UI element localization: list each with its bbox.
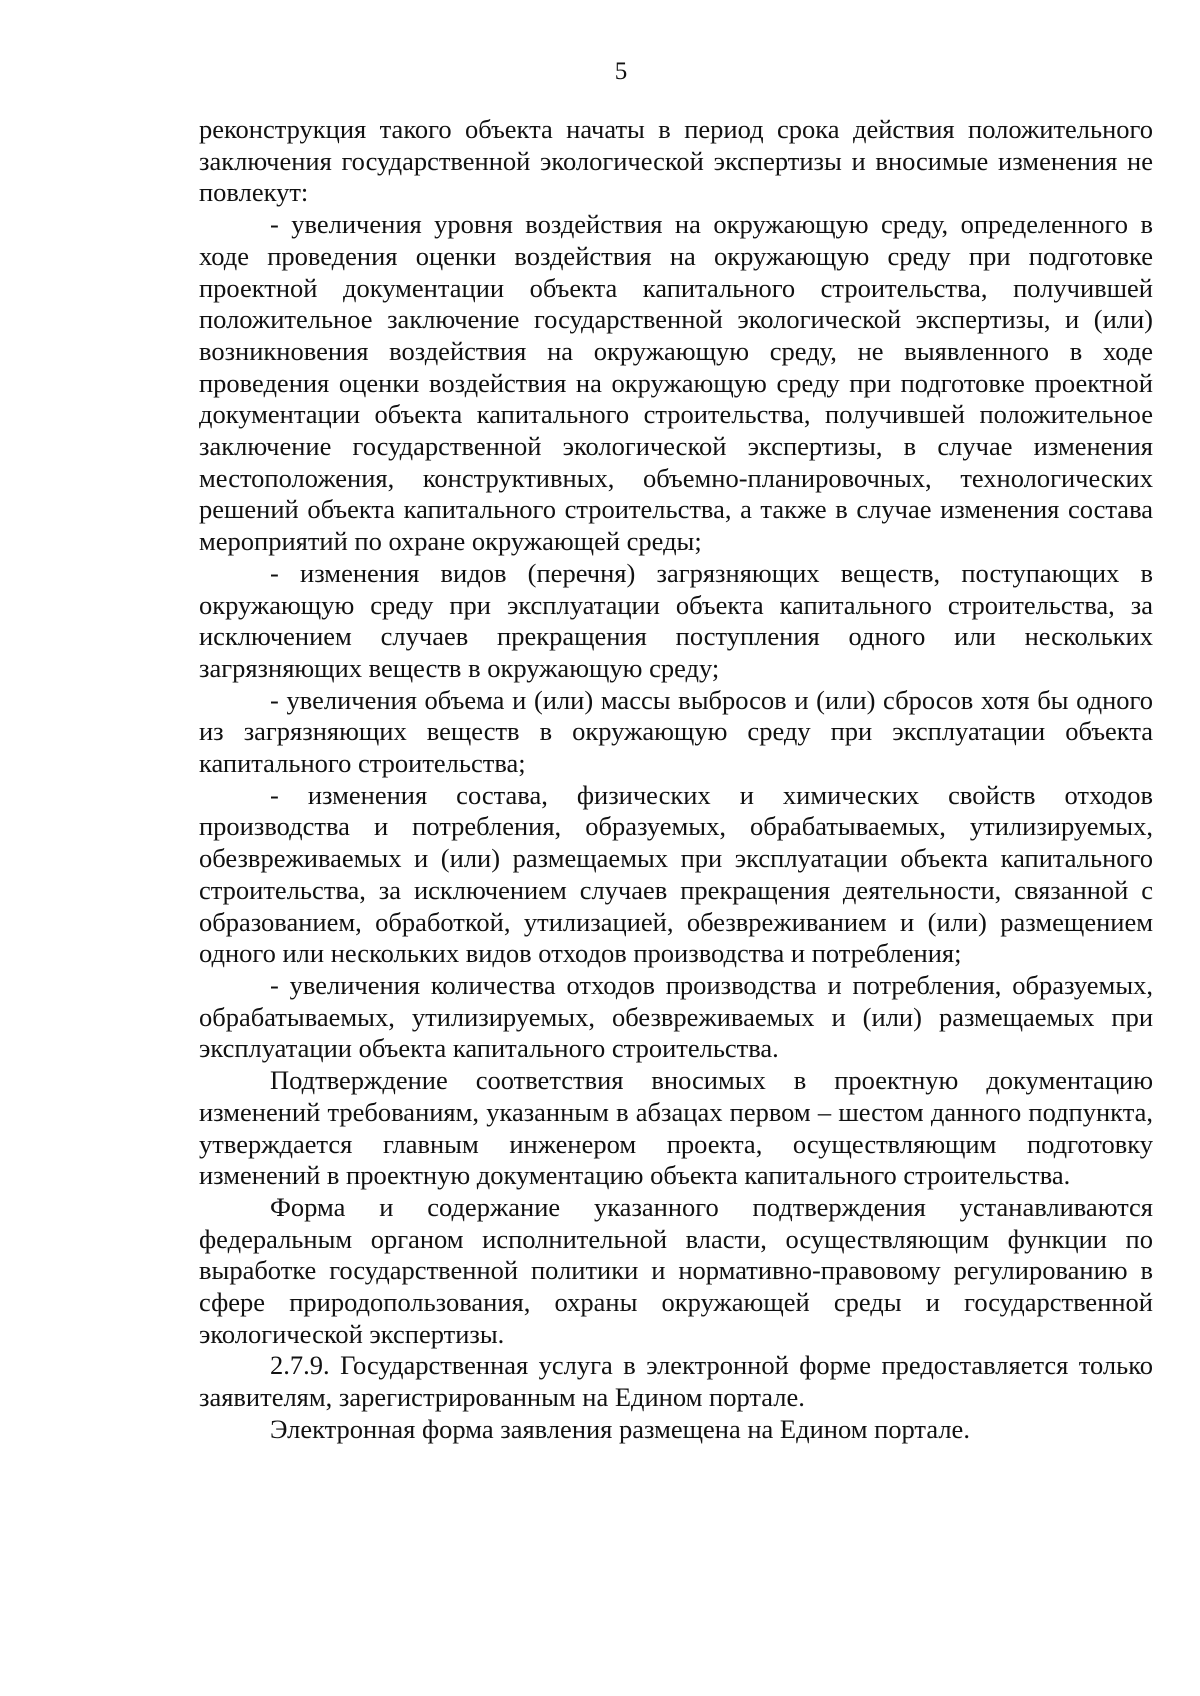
document-body bbox=[199, 114, 1153, 1446]
paragraph-confirmation-form: Форма и содержание указанного подтверждения устанавливаются федеральным органом исполнительной власти, осуществляющим функции по выработке государственной политики и нормативно-правовому регулированию в сфере природопользования, охраны окружающей среды и государственной экологической экспертизы. bbox=[199, 1191, 1153, 1349]
list-item-pollutant-types: - изменения видов (перечня) загрязняющих веществ, поступающих в окружающую среду при эксплуатации объекта капитального строительства, за исключением случаев прекращения поступления одного или нескольких загрязняющих веществ в окружающую среду; bbox=[199, 557, 1153, 683]
paragraph-electronic-form: Электронная форма заявления размещена на Едином портале. bbox=[270, 1413, 970, 1444]
paragraph-section-2-7-9: 2.7.9. Государственная услуга в электронной форме предоставляется только заявителям, зарегистрированным на Едином портале. bbox=[199, 1350, 1153, 1413]
list-item-waste-composition: - изменения состава, физических и химических свойств отходов производства и потребления, образуемых, обрабатываемых, утилизируемых, обезвреживаемых и (или) размещаемых при эксплуатации объекта капитального строительства, за исключением случаев прекращения деятельности, связанной с образованием, обработкой, утилизацией, обезвреживанием и (или) размещением одного или нескольких видов отходов производства и потребления; bbox=[199, 779, 1153, 969]
page-number: 5 bbox=[614, 58, 628, 85]
list-item-impact-increase: - увеличения уровня воздействия на окружающую среду, определенного в ходе проведения оценки воздействия на окружающую среду при подготовке проектной документации объекта капитального строительства, получившей положительное заключение государственной экологической экспертизы, и (или) возникновения воздействия на окружающую среду, не выявленного в ходе проведения оценки воздействия на окружающую среду при подготовке проектной документации объекта капитального строительства, получившей положительное заключение государственной экологической экспертизы, в случае изменения местоположения, конструктивных, объемно-планировочных, технологических решений объекта капитального строительства, а также в случае изменения состава мероприятий по охране окружающей среды; bbox=[199, 209, 1153, 557]
paragraph-confirmation: Подтверждение соответствия вносимых в проектную документацию изменений требованиям, указанным в абзацах первом – шестом данного подпункта, утверждается главным инженером проекта, осуществляющим подготовку изменений в проектную документацию объекта капитального строительства. bbox=[199, 1065, 1153, 1191]
list-item-waste-quantity: - увеличения количества отходов производства и потребления, образуемых, обрабатываемых, утилизируемых, обезвреживаемых и (или) размещаемых при эксплуатации объекта капитального строительства. bbox=[199, 969, 1153, 1064]
list-item-emissions-volume: - увеличения объема и (или) массы выбросов и (или) сбросов хотя бы одного из загрязняющих веществ в окружающую среду при эксплуатации объекта капитального строительства; bbox=[199, 684, 1153, 779]
paragraph-continuation: реконструкция такого объекта начаты в период срока действия положительного заключения государственной экологической экспертизы и вносимые изменения не повлекут: bbox=[199, 114, 1153, 208]
